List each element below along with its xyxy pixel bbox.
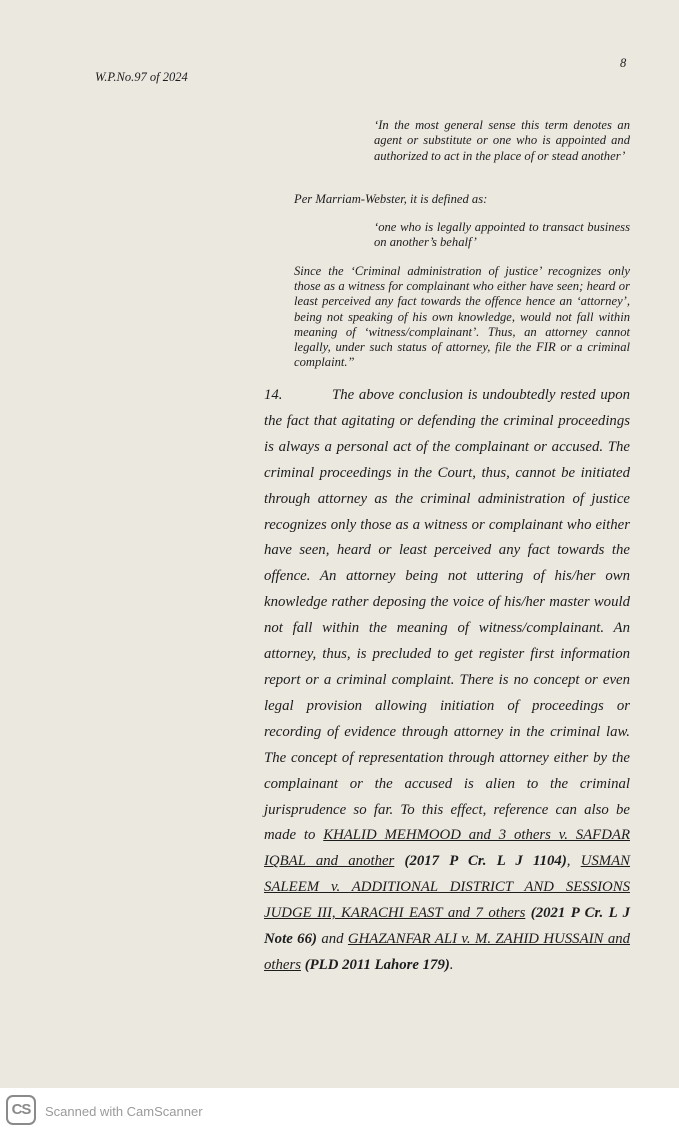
quote-intro-line: Per Marriam-Webster, it is defined as:: [294, 192, 488, 206]
case-citation-3: GHAZANFAR ALI v. M. ZAHID HUSSAIN and others: [264, 931, 631, 973]
law-report-citation-1: (2017 P Cr. L J 1104): [404, 853, 567, 870]
paragraph-text: The above conclusion is undoubtedly rested upon the fact that agitating or defending the criminal proceedings is always a personal act of the complainant or accused. The criminal proceedings in the Court, thus, cannot be initiated through attorney as the criminal administration of justice recognizes only those as a witness or complainant who either have seen, heard or least perceived any fact towards the offence. An attorney being not uttering of his/her own knowledge rather deposing the voice of his/her master would not fall within the meaning of witness/complainant. An attorney, thus, is precluded to get register first information report or a criminal complaint. There is no concept or even legal provision allowing initiation of proceedings or recording of evidence through attorney in the criminal law. The concept of representation through attorney either by the complainant or the accused is alien to the criminal jurisprudence so far. To this effect, reference can also be made to: [264, 387, 630, 844]
block-quote-webster: ‘one who is legally appointed to transact business on another’s behalf’: [374, 220, 630, 250]
block-quote-definition: ‘In the most general sense this term denotes an agent or substitute or one who is appointed and authorized to act in the place of or stead another’: [374, 118, 630, 163]
citation-separator: and: [316, 931, 348, 948]
law-report-citation-3: (PLD 2011 Lahore 179): [304, 956, 450, 973]
page-number: 8: [620, 56, 627, 70]
law-report-citation-2: (2021 P Cr. L J Note 66): [264, 905, 630, 948]
paragraph-end: .: [449, 956, 454, 973]
block-quote-conclusion: Since the ‘Criminal administration of justice’ recognizes only those as a witness for complainant who either have seen; heard or least perceived any fact towards the offence hence an ‘attorney’, being not speaking of his own knowledge, would not fall within meaning of ‘witness/complainant’. Thus, an attorney cannot legally, under such status of attorney, file the FIR or a criminal complaint.”: [294, 264, 630, 370]
camscanner-logo-icon: CS: [6, 1095, 36, 1125]
case-citation-1: KHALID MEHMOOD and 3 others v. SAFDAR IQBAL and another: [264, 827, 630, 870]
case-citation-2: USMAN SALEEM v. ADDITIONAL DISTRICT AND SESSIONS JUDGE III, KARACHI EAST and 7 others: [264, 853, 631, 922]
scanner-watermark: Scanned with CamScanner: [45, 1104, 203, 1119]
citation-separator: ,: [566, 853, 581, 870]
paragraph-14: [264, 383, 630, 979]
case-reference: W.P.No.97 of 2024: [95, 70, 188, 84]
paragraph-number: 14.: [264, 387, 283, 403]
scanner-footer: [0, 1088, 679, 1132]
